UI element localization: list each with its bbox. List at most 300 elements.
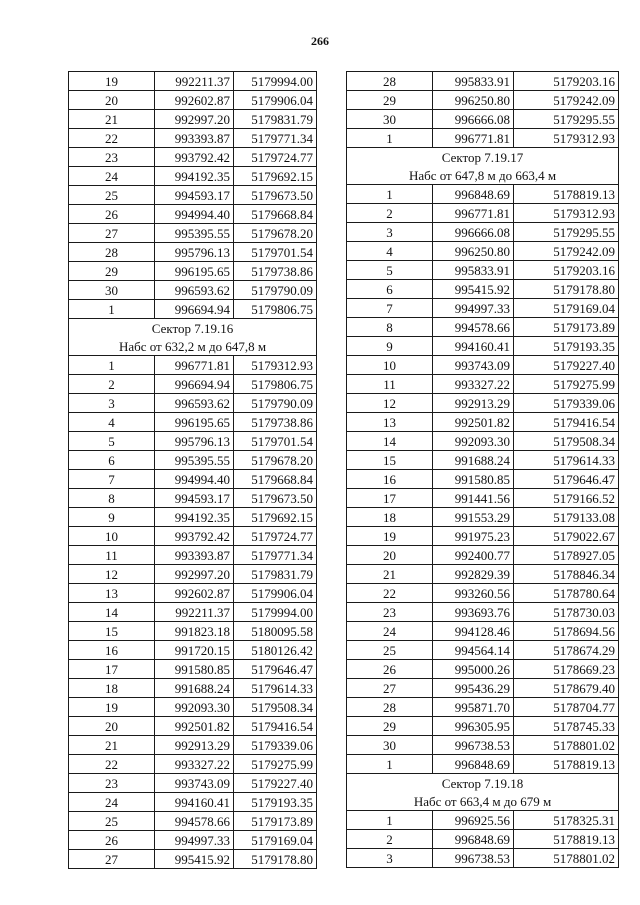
point-number: 3 — [69, 394, 155, 413]
y-coordinate: 5179678.20 — [234, 451, 317, 470]
table-row — [69, 110, 317, 129]
sector-range: Набс от 663,4 м до 679 м — [347, 792, 619, 811]
point-number: 30 — [69, 281, 155, 300]
table-row — [347, 337, 619, 356]
point-number: 14 — [347, 432, 433, 451]
point-number: 1 — [69, 300, 155, 319]
table-row — [69, 186, 317, 205]
y-coordinate: 5179227.40 — [514, 356, 619, 375]
y-coordinate: 5179994.00 — [234, 72, 317, 91]
table-row — [347, 413, 619, 432]
x-coordinate: 992093.30 — [433, 432, 514, 451]
x-coordinate: 994160.41 — [155, 793, 234, 812]
x-coordinate: 991441.56 — [433, 489, 514, 508]
table-row — [69, 205, 317, 224]
table-row — [69, 679, 317, 698]
x-coordinate: 993792.42 — [155, 148, 234, 167]
y-coordinate: 5179738.86 — [234, 262, 317, 281]
table-row — [69, 660, 317, 679]
table-row — [347, 546, 619, 565]
table-row — [69, 243, 317, 262]
y-coordinate: 5179771.34 — [234, 546, 317, 565]
y-coordinate: 5179678.20 — [234, 224, 317, 243]
y-coordinate: 5179339.06 — [514, 394, 619, 413]
point-number: 21 — [347, 565, 433, 584]
point-number: 23 — [69, 148, 155, 167]
y-coordinate: 5179022.67 — [514, 527, 619, 546]
y-coordinate: 5178801.02 — [514, 849, 619, 868]
x-coordinate: 995871.70 — [433, 698, 514, 717]
y-coordinate: 5179295.55 — [514, 110, 619, 129]
sector-range-row — [347, 166, 619, 185]
table-row — [347, 280, 619, 299]
table-row — [69, 375, 317, 394]
point-number: 1 — [347, 811, 433, 830]
table-row — [69, 281, 317, 300]
x-coordinate: 991720.15 — [155, 641, 234, 660]
point-number: 24 — [347, 622, 433, 641]
x-coordinate: 991688.24 — [433, 451, 514, 470]
point-number: 10 — [347, 356, 433, 375]
point-number: 18 — [347, 508, 433, 527]
point-number: 23 — [347, 603, 433, 622]
x-coordinate: 993393.87 — [155, 546, 234, 565]
y-coordinate: 5179906.04 — [234, 584, 317, 603]
x-coordinate: 991823.18 — [155, 622, 234, 641]
point-number: 28 — [347, 72, 433, 91]
x-coordinate: 993792.42 — [155, 527, 234, 546]
table-row — [347, 223, 619, 242]
x-coordinate: 994994.40 — [155, 205, 234, 224]
y-coordinate: 5179724.77 — [234, 527, 317, 546]
point-number: 19 — [69, 72, 155, 91]
y-coordinate: 5179806.75 — [234, 375, 317, 394]
sector-header-row — [69, 319, 317, 338]
table-row — [69, 584, 317, 603]
sector-range: Набс от 647,8 м до 663,4 м — [347, 166, 619, 185]
table-row — [347, 451, 619, 470]
point-number: 29 — [347, 717, 433, 736]
table-row — [69, 489, 317, 508]
point-number: 21 — [69, 110, 155, 129]
table-row — [69, 262, 317, 281]
x-coordinate: 996195.65 — [155, 413, 234, 432]
y-coordinate: 5179173.89 — [234, 812, 317, 831]
table-row — [69, 736, 317, 755]
table-row — [347, 375, 619, 394]
x-coordinate: 996771.81 — [433, 129, 514, 148]
x-coordinate: 996925.56 — [433, 811, 514, 830]
table-row — [69, 622, 317, 641]
table-row — [347, 489, 619, 508]
y-coordinate: 5179646.47 — [514, 470, 619, 489]
point-number: 9 — [69, 508, 155, 527]
point-number: 6 — [347, 280, 433, 299]
x-coordinate: 996195.65 — [155, 262, 234, 281]
point-number: 8 — [69, 489, 155, 508]
y-coordinate: 5179701.54 — [234, 432, 317, 451]
y-coordinate: 5178846.34 — [514, 565, 619, 584]
table-row — [347, 318, 619, 337]
table-row — [69, 641, 317, 660]
x-coordinate: 996771.81 — [433, 204, 514, 223]
table-row — [69, 831, 317, 850]
x-coordinate: 995395.55 — [155, 451, 234, 470]
y-coordinate: 5179906.04 — [234, 91, 317, 110]
x-coordinate: 994192.35 — [155, 167, 234, 186]
x-coordinate: 993693.76 — [433, 603, 514, 622]
table-row — [69, 394, 317, 413]
x-coordinate: 992211.37 — [155, 603, 234, 622]
x-coordinate: 995395.55 — [155, 224, 234, 243]
table-row — [69, 755, 317, 774]
table-row — [69, 470, 317, 489]
y-coordinate: 5179312.93 — [234, 356, 317, 375]
point-number: 5 — [69, 432, 155, 451]
coordinates-table-right-body — [347, 72, 619, 868]
x-coordinate: 996694.94 — [155, 300, 234, 319]
y-coordinate: 5179831.79 — [234, 110, 317, 129]
y-coordinate: 5179692.15 — [234, 167, 317, 186]
point-number: 22 — [69, 129, 155, 148]
point-number: 16 — [69, 641, 155, 660]
y-coordinate: 5179701.54 — [234, 243, 317, 262]
y-coordinate: 5179133.08 — [514, 508, 619, 527]
table-row — [347, 679, 619, 698]
table-row — [347, 736, 619, 755]
point-number: 24 — [69, 793, 155, 812]
sector-header-row — [347, 148, 619, 167]
table-row — [347, 432, 619, 451]
point-number: 30 — [347, 736, 433, 755]
x-coordinate: 996250.80 — [433, 91, 514, 110]
y-coordinate: 5178694.56 — [514, 622, 619, 641]
x-coordinate: 992997.20 — [155, 565, 234, 584]
table-row — [69, 546, 317, 565]
sector-range-row — [347, 792, 619, 811]
point-number: 25 — [69, 812, 155, 831]
y-coordinate: 5178819.13 — [514, 755, 619, 774]
point-number: 21 — [69, 736, 155, 755]
table-row — [69, 812, 317, 831]
point-number: 26 — [347, 660, 433, 679]
y-coordinate: 5178679.40 — [514, 679, 619, 698]
coordinates-table-right — [346, 71, 619, 868]
y-coordinate: 5179806.75 — [234, 300, 317, 319]
table-row — [69, 413, 317, 432]
point-number: 29 — [347, 91, 433, 110]
x-coordinate: 991580.85 — [433, 470, 514, 489]
y-coordinate: 5179673.50 — [234, 489, 317, 508]
point-number: 22 — [69, 755, 155, 774]
table-row — [347, 299, 619, 318]
x-coordinate: 992602.87 — [155, 584, 234, 603]
x-coordinate: 996666.08 — [433, 110, 514, 129]
y-coordinate: 5178819.13 — [514, 830, 619, 849]
page-number: 266 — [311, 34, 329, 48]
x-coordinate: 995415.92 — [155, 850, 234, 869]
table-row — [69, 356, 317, 375]
x-coordinate: 993393.87 — [155, 129, 234, 148]
point-number: 1 — [347, 129, 433, 148]
x-coordinate: 996305.95 — [433, 717, 514, 736]
table-row — [69, 774, 317, 793]
table-row — [347, 261, 619, 280]
table-row — [69, 148, 317, 167]
y-coordinate: 5180126.42 — [234, 641, 317, 660]
y-coordinate: 5179831.79 — [234, 565, 317, 584]
table-row — [347, 185, 619, 204]
y-coordinate: 5179614.33 — [234, 679, 317, 698]
x-coordinate: 996694.94 — [155, 375, 234, 394]
table-row — [347, 717, 619, 736]
point-number: 1 — [347, 755, 433, 774]
point-number: 27 — [69, 850, 155, 869]
y-coordinate: 5179193.35 — [234, 793, 317, 812]
point-number: 17 — [69, 660, 155, 679]
table-row — [347, 110, 619, 129]
y-coordinate: 5179416.54 — [234, 717, 317, 736]
point-number: 25 — [69, 186, 155, 205]
point-number: 27 — [69, 224, 155, 243]
point-number: 10 — [69, 527, 155, 546]
sector-title: Сектор 7.19.16 — [69, 319, 317, 338]
y-coordinate: 5179508.34 — [234, 698, 317, 717]
table-row — [347, 508, 619, 527]
y-coordinate: 5178745.33 — [514, 717, 619, 736]
x-coordinate: 993743.09 — [433, 356, 514, 375]
point-number: 12 — [347, 394, 433, 413]
x-coordinate: 992211.37 — [155, 72, 234, 91]
sector-header-row — [347, 774, 619, 793]
point-number: 20 — [69, 91, 155, 110]
x-coordinate: 992829.39 — [433, 565, 514, 584]
point-number: 4 — [347, 242, 433, 261]
table-row — [347, 527, 619, 546]
y-coordinate: 5178730.03 — [514, 603, 619, 622]
y-coordinate: 5179242.09 — [514, 242, 619, 261]
y-coordinate: 5180095.58 — [234, 622, 317, 641]
table-row — [69, 850, 317, 869]
table-row — [69, 508, 317, 527]
x-coordinate: 993743.09 — [155, 774, 234, 793]
point-number: 29 — [69, 262, 155, 281]
x-coordinate: 994128.46 — [433, 622, 514, 641]
y-coordinate: 5178801.02 — [514, 736, 619, 755]
x-coordinate: 994997.33 — [155, 831, 234, 850]
y-coordinate: 5179692.15 — [234, 508, 317, 527]
table-row — [347, 603, 619, 622]
y-coordinate: 5179673.50 — [234, 186, 317, 205]
point-number: 28 — [69, 243, 155, 262]
y-coordinate: 5179508.34 — [514, 432, 619, 451]
y-coordinate: 5179771.34 — [234, 129, 317, 148]
y-coordinate: 5179724.77 — [234, 148, 317, 167]
y-coordinate: 5179668.84 — [234, 205, 317, 224]
table-row — [69, 300, 317, 319]
point-number: 19 — [347, 527, 433, 546]
y-coordinate: 5178325.31 — [514, 811, 619, 830]
x-coordinate: 995415.92 — [433, 280, 514, 299]
point-number: 7 — [69, 470, 155, 489]
point-number: 1 — [347, 185, 433, 204]
x-coordinate: 994578.66 — [155, 812, 234, 831]
x-coordinate: 992400.77 — [433, 546, 514, 565]
table-row — [347, 849, 619, 868]
y-coordinate: 5179668.84 — [234, 470, 317, 489]
point-number: 14 — [69, 603, 155, 622]
x-coordinate: 994997.33 — [433, 299, 514, 318]
table-row — [347, 91, 619, 110]
point-number: 11 — [69, 546, 155, 565]
table-row — [347, 755, 619, 774]
x-coordinate: 994593.17 — [155, 186, 234, 205]
y-coordinate: 5179738.86 — [234, 413, 317, 432]
table-row — [347, 470, 619, 489]
table-row — [347, 830, 619, 849]
point-number: 27 — [347, 679, 433, 698]
x-coordinate: 996666.08 — [433, 223, 514, 242]
y-coordinate: 5178674.29 — [514, 641, 619, 660]
x-coordinate: 992602.87 — [155, 91, 234, 110]
y-coordinate: 5179173.89 — [514, 318, 619, 337]
y-coordinate: 5179193.35 — [514, 337, 619, 356]
x-coordinate: 995796.13 — [155, 432, 234, 451]
table-row — [69, 72, 317, 91]
point-number: 30 — [347, 110, 433, 129]
table-row — [347, 204, 619, 223]
point-number: 24 — [69, 167, 155, 186]
point-number: 7 — [347, 299, 433, 318]
x-coordinate: 996848.69 — [433, 755, 514, 774]
point-number: 19 — [69, 698, 155, 717]
x-coordinate: 996250.80 — [433, 242, 514, 261]
x-coordinate: 991580.85 — [155, 660, 234, 679]
y-coordinate: 5178927.05 — [514, 546, 619, 565]
point-number: 13 — [69, 584, 155, 603]
y-coordinate: 5179295.55 — [514, 223, 619, 242]
sector-title: Сектор 7.19.17 — [347, 148, 619, 167]
table-row — [347, 356, 619, 375]
point-number: 11 — [347, 375, 433, 394]
y-coordinate: 5179646.47 — [234, 660, 317, 679]
x-coordinate: 996593.62 — [155, 394, 234, 413]
y-coordinate: 5179790.09 — [234, 281, 317, 300]
y-coordinate: 5179227.40 — [234, 774, 317, 793]
point-number: 26 — [69, 831, 155, 850]
point-number: 2 — [69, 375, 155, 394]
y-coordinate: 5179203.16 — [514, 261, 619, 280]
table-row — [69, 224, 317, 243]
point-number: 5 — [347, 261, 433, 280]
y-coordinate: 5179994.00 — [234, 603, 317, 622]
y-coordinate: 5179790.09 — [234, 394, 317, 413]
table-row — [347, 660, 619, 679]
point-number: 20 — [347, 546, 433, 565]
sector-title: Сектор 7.19.18 — [347, 774, 619, 793]
point-number: 16 — [347, 470, 433, 489]
x-coordinate: 995796.13 — [155, 243, 234, 262]
x-coordinate: 994593.17 — [155, 489, 234, 508]
x-coordinate: 996593.62 — [155, 281, 234, 300]
x-coordinate: 996848.69 — [433, 830, 514, 849]
point-number: 8 — [347, 318, 433, 337]
point-number: 15 — [347, 451, 433, 470]
table-row — [69, 698, 317, 717]
point-number: 17 — [347, 489, 433, 508]
y-coordinate: 5179178.80 — [514, 280, 619, 299]
x-coordinate: 993327.22 — [155, 755, 234, 774]
y-coordinate: 5179416.54 — [514, 413, 619, 432]
table-row — [347, 72, 619, 91]
x-coordinate: 991975.23 — [433, 527, 514, 546]
x-coordinate: 991688.24 — [155, 679, 234, 698]
x-coordinate: 996738.53 — [433, 736, 514, 755]
point-number: 2 — [347, 204, 433, 223]
x-coordinate: 992997.20 — [155, 110, 234, 129]
y-coordinate: 5179169.04 — [514, 299, 619, 318]
x-coordinate: 995833.91 — [433, 72, 514, 91]
table-row — [347, 641, 619, 660]
y-coordinate: 5179275.99 — [514, 375, 619, 394]
point-number: 23 — [69, 774, 155, 793]
table-row — [69, 717, 317, 736]
x-coordinate: 995000.26 — [433, 660, 514, 679]
point-number: 6 — [69, 451, 155, 470]
table-row — [347, 698, 619, 717]
x-coordinate: 993260.56 — [433, 584, 514, 603]
point-number: 25 — [347, 641, 433, 660]
table-row — [347, 584, 619, 603]
y-coordinate: 5179275.99 — [234, 755, 317, 774]
table-row — [347, 242, 619, 261]
y-coordinate: 5178704.77 — [514, 698, 619, 717]
x-coordinate: 994160.41 — [433, 337, 514, 356]
x-coordinate: 993327.22 — [433, 375, 514, 394]
point-number: 3 — [347, 849, 433, 868]
sector-range: Набс от 632,2 м до 647,8 м — [69, 337, 317, 356]
x-coordinate: 994564.14 — [433, 641, 514, 660]
x-coordinate: 995436.29 — [433, 679, 514, 698]
point-number: 28 — [347, 698, 433, 717]
y-coordinate: 5179614.33 — [514, 451, 619, 470]
table-row — [347, 811, 619, 830]
point-number: 9 — [347, 337, 433, 356]
x-coordinate: 992501.82 — [155, 717, 234, 736]
point-number: 20 — [69, 717, 155, 736]
table-row — [69, 129, 317, 148]
x-coordinate: 992913.29 — [155, 736, 234, 755]
point-number: 26 — [69, 205, 155, 224]
point-number: 22 — [347, 584, 433, 603]
x-coordinate: 992093.30 — [155, 698, 234, 717]
x-coordinate: 994994.40 — [155, 470, 234, 489]
y-coordinate: 5178819.13 — [514, 185, 619, 204]
table-row — [69, 91, 317, 110]
y-coordinate: 5179178.80 — [234, 850, 317, 869]
y-coordinate: 5179203.16 — [514, 72, 619, 91]
point-number: 15 — [69, 622, 155, 641]
sector-range-row — [69, 337, 317, 356]
table-row — [347, 622, 619, 641]
table-row — [69, 432, 317, 451]
y-coordinate: 5178669.23 — [514, 660, 619, 679]
x-coordinate: 994192.35 — [155, 508, 234, 527]
table-row — [347, 565, 619, 584]
point-number: 2 — [347, 830, 433, 849]
table-row — [69, 527, 317, 546]
table-row — [69, 451, 317, 470]
